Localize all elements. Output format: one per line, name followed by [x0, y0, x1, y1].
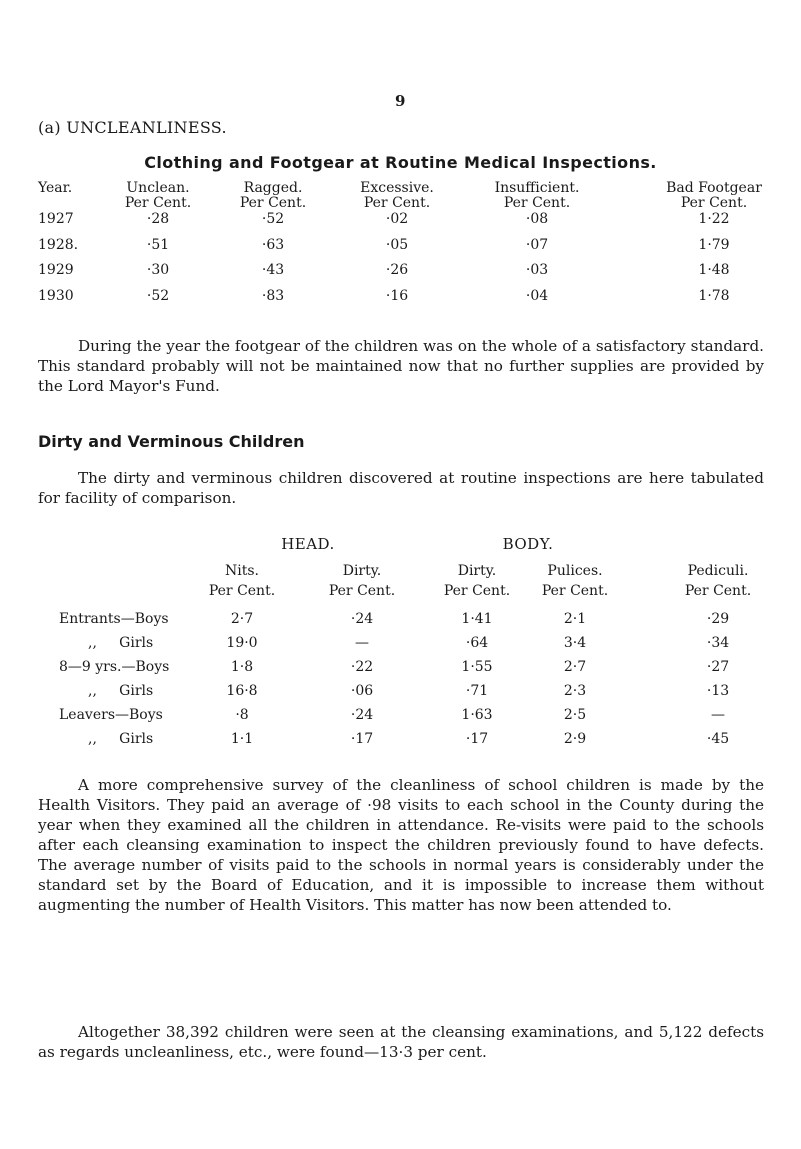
- table2-cell: —: [711, 707, 725, 723]
- table1-cell: ·26: [385, 262, 409, 278]
- table2-cell: ·24: [350, 707, 374, 723]
- paragraph-footgear: During the year the footgear of the children was on the whole of a satisfactory standard. This standard probably will not be maintained now that no further supplies are provided by the Lord Mayor's Fund.: [38, 337, 764, 395]
- table2-cell: ·17: [350, 731, 374, 747]
- table2-header-body-dirty: Dirty.: [457, 563, 497, 579]
- table1-cell: 1929: [38, 262, 74, 278]
- table2-cell: ·22: [350, 659, 374, 675]
- table2-cell: 2·9: [563, 731, 587, 747]
- table2-cell: ·13: [706, 683, 730, 699]
- table2-cell: ·24: [350, 611, 374, 627]
- table1-header-excessive-unit: Per Cent.: [363, 195, 431, 211]
- table1-cell: 1928.: [38, 237, 79, 253]
- paragraph-survey: A more comprehensive survey of the cleanliness of school children is made by the Health Visitors. They paid an average of ·98 visits to each school in the County during the year when they examined all the children in attendance. Re-visits were paid to the schools after each cleansing examination to inspect the children previously found to have defects. The average number of visits paid to the schools in normal years is considerably under the standard set by the Board of Education, and it is impossible to increase them without augmenting the number of Health Visitors. This matter has now been attended to.: [38, 776, 764, 914]
- table2-cell: 16·8: [226, 683, 258, 699]
- table2-cell: 1·55: [461, 659, 493, 675]
- table2-header-body-dirty-unit: Per Cent.: [443, 583, 511, 599]
- table2-cell: ·64: [465, 635, 489, 651]
- table2-cell: ·27: [706, 659, 730, 675]
- table2-header-pulices: Pulices.: [547, 563, 603, 579]
- table1-cell: ·08: [525, 211, 549, 227]
- table1-cell: ·52: [146, 288, 170, 304]
- table1-cell: ·52: [261, 211, 285, 227]
- table1-header-year: Year.: [38, 180, 73, 196]
- table1-cell: ·03: [525, 262, 549, 278]
- table2-row-label: Leavers—Boys: [59, 707, 163, 723]
- table1-header-bad-footgear-unit: Per Cent.: [680, 195, 748, 211]
- table1-header-ragged: Ragged.: [243, 180, 303, 196]
- table1-cell: 1·79: [698, 237, 730, 253]
- table1-header-unclean-unit: Per Cent.: [124, 195, 192, 211]
- table1-cell: 1·22: [698, 211, 730, 227]
- table2-cell: 3·4: [563, 635, 587, 651]
- table2-header-nits-unit: Per Cent.: [208, 583, 276, 599]
- table2-cell: 2·3: [563, 683, 587, 699]
- table2-row-label: ,, Girls: [88, 683, 154, 699]
- table2-cell: 1·41: [461, 611, 493, 627]
- table1-header-bad-footgear: Bad Footgear: [666, 180, 762, 196]
- table1-header-excessive: Excessive.: [360, 180, 434, 196]
- paragraph-tabulated: The dirty and verminous children discovered at routine inspections are here tabulated for facility of comparison.: [38, 469, 764, 507]
- table2-cell: ·17: [465, 731, 489, 747]
- table2-header-pediculi: Pediculi.: [687, 563, 749, 579]
- page-number: 9: [395, 92, 406, 110]
- table2-cell: 2·5: [563, 707, 587, 723]
- table1-cell: 1927: [38, 211, 74, 227]
- table1-cell: ·43: [261, 262, 285, 278]
- table2-cell: ·06: [350, 683, 374, 699]
- table1-cell: ·02: [385, 211, 409, 227]
- table2-header-pediculi-unit: Per Cent.: [684, 583, 752, 599]
- table2-row-label: ,, Girls: [88, 731, 154, 747]
- table1-cell: ·63: [261, 237, 285, 253]
- table2-cell: ·45: [706, 731, 730, 747]
- table1-title: Clothing and Footgear at Routine Medical Inspections.: [144, 153, 657, 172]
- table1-cell: ·07: [525, 237, 549, 253]
- table2-cell: 1·8: [230, 659, 254, 675]
- section-heading: (a) UNCLEANLINESS.: [38, 118, 227, 137]
- table1-cell: ·30: [146, 262, 170, 278]
- table2-cell: 2·1: [563, 611, 587, 627]
- table2-header-head-dirty-unit: Per Cent.: [328, 583, 396, 599]
- table1-cell: 1·78: [698, 288, 730, 304]
- subheading-dirty-verminous: Dirty and Verminous Children: [38, 432, 305, 451]
- table2-cell: ·71: [465, 683, 489, 699]
- table1-cell: 1930: [38, 288, 74, 304]
- table1-cell: ·05: [385, 237, 409, 253]
- table1-cell: ·16: [385, 288, 409, 304]
- table2-cell: 2·7: [230, 611, 254, 627]
- table2-row-label: ,, Girls: [88, 635, 154, 651]
- table2-group-head: HEAD.: [281, 535, 335, 553]
- table2-header-nits: Nits.: [225, 563, 259, 579]
- table1-cell: ·51: [146, 237, 170, 253]
- table2-cell: 2·7: [563, 659, 587, 675]
- table2-cell: 19·0: [226, 635, 258, 651]
- table1-header-unclean: Unclean.: [126, 180, 190, 196]
- table1-cell: ·04: [525, 288, 549, 304]
- table1-header-insufficient-unit: Per Cent.: [503, 195, 571, 211]
- table2-cell: ·29: [706, 611, 730, 627]
- table1-header-ragged-unit: Per Cent.: [239, 195, 307, 211]
- table2-cell: ·34: [706, 635, 730, 651]
- table2-cell: 1·63: [461, 707, 493, 723]
- table2-cell: —: [355, 635, 369, 651]
- table1-header-insufficient: Insufficient.: [494, 180, 580, 196]
- table1-cell: 1·48: [698, 262, 730, 278]
- table2-row-label: Entrants—Boys: [59, 611, 169, 627]
- table2-group-body: BODY.: [502, 535, 554, 553]
- table1-cell: ·28: [146, 211, 170, 227]
- table2-header-pulices-unit: Per Cent.: [541, 583, 609, 599]
- table2-cell: 1·1: [230, 731, 254, 747]
- paragraph-totals: Altogether 38,392 children were seen at the cleansing examinations, and 5,122 defects as regards uncleanliness, etc., were found—13·3 per cent.: [38, 1023, 764, 1061]
- table2-header-head-dirty: Dirty.: [342, 563, 382, 579]
- table1-cell: ·83: [261, 288, 285, 304]
- table2-cell: ·8: [235, 707, 249, 723]
- table2-row-label: 8—9 yrs.—Boys: [59, 659, 170, 675]
